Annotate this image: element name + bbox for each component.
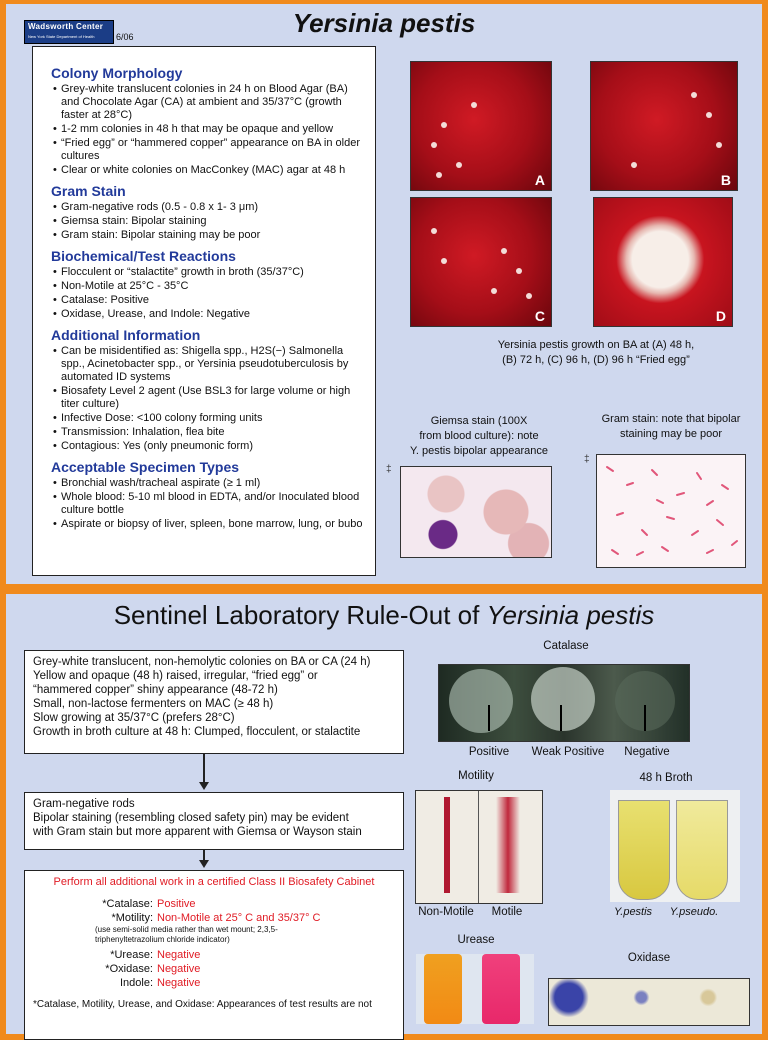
flow-line: Bipolar staining (resembling closed safety pin) may be evident xyxy=(33,812,349,824)
broth-ypseudo-label: Y.pseudo. xyxy=(669,906,719,918)
gram-caption: Gram stain: note that bipolar staining may be poor xyxy=(601,413,741,440)
test-row xyxy=(33,948,395,962)
test-row xyxy=(33,962,395,976)
test-row xyxy=(33,911,395,925)
rule-out-title: Sentinel Laboratory Rule-Out of Yersinia pestis xyxy=(113,600,655,630)
section-list xyxy=(47,345,365,453)
section-heading: Acceptable Specimen Types xyxy=(51,459,240,475)
motility-nonmotile-label: Non-Motile xyxy=(418,906,474,918)
plate-photo-d xyxy=(593,197,733,327)
test-result: Negative xyxy=(157,977,201,989)
urease-photo xyxy=(416,954,534,1024)
section-heading: Gram Stain xyxy=(51,183,126,199)
motility-photo xyxy=(415,790,543,904)
giemsa-stain-photo xyxy=(400,466,552,558)
test-footnote: *Catalase, Motility, Urease, and Oxidase: Appearances of test results are not xyxy=(33,999,372,1010)
gram-stain-photo xyxy=(596,454,746,568)
plate-photo-b xyxy=(590,61,738,191)
catalase-negative-label: Negative xyxy=(624,746,670,758)
plate-photo-a xyxy=(410,61,552,191)
bsc-warning: Perform all additional work in a certified Class II Biosafety Cabinet xyxy=(53,876,375,888)
flow-line: with Gram stain but more apparent with Giemsa or Wayson stain xyxy=(33,826,362,838)
wadsworth-logo: Wadsworth Center New York State Department of Health xyxy=(24,20,114,44)
flow-box-colony xyxy=(24,650,404,754)
section-heading: Additional Information xyxy=(51,327,201,343)
test-name: *Motility: xyxy=(111,912,153,924)
list-item: • Aspirate or biopsy of liver, spleen, bone marrow, lung, or bubo xyxy=(61,518,365,531)
list-item: • Biosafety Level 2 agent (Use BSL3 for large volume or high titer culture) xyxy=(61,385,365,411)
section-list xyxy=(47,477,365,531)
motility-title: Motility xyxy=(458,770,494,782)
flow-line: Slow growing at 35/37°C (prefers 28°C) xyxy=(33,712,235,724)
list-item: • Transmission: Inhalation, flea bite xyxy=(61,426,365,439)
flow-line: Growth in broth culture at 48 h: Clumped, flocculent, or stalactite xyxy=(33,726,361,738)
catalase-title: Catalase xyxy=(543,640,589,652)
list-item: • Whole blood: 5-10 ml blood in EDTA, and/or Inoculated blood culture bottle xyxy=(61,491,365,517)
list-item: • Contagious: Yes (only pneumonic form) xyxy=(61,440,365,453)
list-item: • Catalase: Positive xyxy=(61,294,365,307)
flow-arrowhead-1 xyxy=(199,782,209,790)
page-title: Yersinia pestis xyxy=(292,8,476,38)
catalase-positive-label: Positive xyxy=(468,746,510,758)
plate-label-a: A xyxy=(534,172,545,188)
dagger-mark-2: ‡ xyxy=(584,454,590,465)
flow-arrow-1 xyxy=(203,754,205,784)
broth-title: 48 h Broth xyxy=(639,772,693,784)
flow-arrowhead-2 xyxy=(199,860,209,868)
list-item: • “Fried egg” or “hammered copper” appearance on BA in older cultures xyxy=(61,137,365,163)
flow-line: Gram-negative rods xyxy=(33,798,135,810)
flow-box-tests xyxy=(24,870,404,1040)
section-heading: Biochemical/Test Reactions xyxy=(51,248,236,264)
motility-motile-label: Motile xyxy=(491,906,523,918)
oxidase-title: Oxidase xyxy=(627,952,671,964)
test-name: *Oxidase: xyxy=(105,963,153,975)
section-list xyxy=(47,83,365,177)
bottom-panel xyxy=(6,594,762,1034)
top-panel xyxy=(6,4,762,584)
section-list xyxy=(47,266,365,321)
plate-label-d: D xyxy=(715,308,726,324)
plate-label-b: B xyxy=(720,172,731,188)
motility-note: (use semi-solid media rather than wet mount; 2,3,5-triphenyltetrazolium chloride indicator) xyxy=(95,925,278,944)
catalase-weak-label: Weak Positive xyxy=(531,746,605,758)
plate-photo-c xyxy=(410,197,552,327)
list-item: • Flocculent or “stalactite” growth in broth (35/37°C) xyxy=(61,266,365,279)
list-item: • Infective Dose: <100 colony forming units xyxy=(61,412,365,425)
catalase-photo xyxy=(438,664,690,742)
test-name: *Catalase: xyxy=(102,898,153,910)
test-name: *Urease: xyxy=(110,949,153,961)
list-item: • 1-2 mm colonies in 48 h that may be opaque and yellow xyxy=(61,123,365,136)
broth-photo xyxy=(610,790,740,902)
flow-box-gram xyxy=(24,792,404,850)
list-item: • Gram-negative rods (0.5 - 0.8 x 1- 3 μm) xyxy=(61,201,365,214)
logo-date: 6/06 xyxy=(116,32,134,42)
info-box xyxy=(32,46,376,576)
test-result: Negative xyxy=(157,963,201,975)
test-name: Indole: xyxy=(119,977,153,989)
flow-line: “hammered copper” shiny appearance (48-72 h) xyxy=(33,684,278,696)
giemsa-caption: Giemsa stain (100X from blood culture): note Y. pestis bipolar appearance xyxy=(409,415,548,457)
list-item: • Giemsa stain: Bipolar staining xyxy=(61,215,365,228)
test-result: Positive xyxy=(157,898,196,910)
flow-line: Small, non-lactose fermenters on MAC (≥ 48 h) xyxy=(33,698,274,710)
list-item: • Can be misidentified as: Shigella spp., H2S(−) Salmonella spp., Acinetobacter spp., or Yersinia pseudotuberculosis by automated ID systems xyxy=(61,345,365,384)
urease-title: Urease xyxy=(457,934,495,946)
list-item: • Non-Motile at 25°C - 35°C xyxy=(61,280,365,293)
list-item: • Gram stain: Bipolar staining may be poor xyxy=(61,229,365,242)
test-result: Non-Motile at 25° C and 35/37° C xyxy=(157,912,321,924)
section-heading: Colony Morphology xyxy=(51,65,183,81)
list-item: • Clear or white colonies on MacConkey (MAC) agar at 48 h xyxy=(61,164,365,177)
list-item: • Grey-white translucent colonies in 24 h on Blood Agar (BA) and Chocolate Agar (CA) at ambient and 35/37°C (growth faster at 28°C) xyxy=(61,83,365,122)
test-row xyxy=(33,897,395,911)
broth-ypestis-label: Y.pestis xyxy=(613,906,653,918)
oxidase-photo xyxy=(548,978,750,1026)
flow-line: Yellow and opaque (48 h) raised, irregular, “fried egg” or xyxy=(33,670,318,682)
test-result: Negative xyxy=(157,949,201,961)
list-item: • Oxidase, Urease, and Indole: Negative xyxy=(61,308,365,321)
dagger-mark: ‡ xyxy=(386,464,392,475)
plates-caption: Yersinia pestis growth on BA at (A) 48 h, (B) 72 h, (C) 96 h, (D) 96 h “Fried egg” xyxy=(497,339,695,366)
section-list xyxy=(47,201,365,242)
plate-label-c: C xyxy=(534,308,545,324)
list-item: • Bronchial wash/tracheal aspirate (≥ 1 ml) xyxy=(61,477,365,490)
test-row xyxy=(33,976,395,990)
flow-line: Grey-white translucent, non-hemolytic colonies on BA or CA (24 h) xyxy=(33,656,371,668)
